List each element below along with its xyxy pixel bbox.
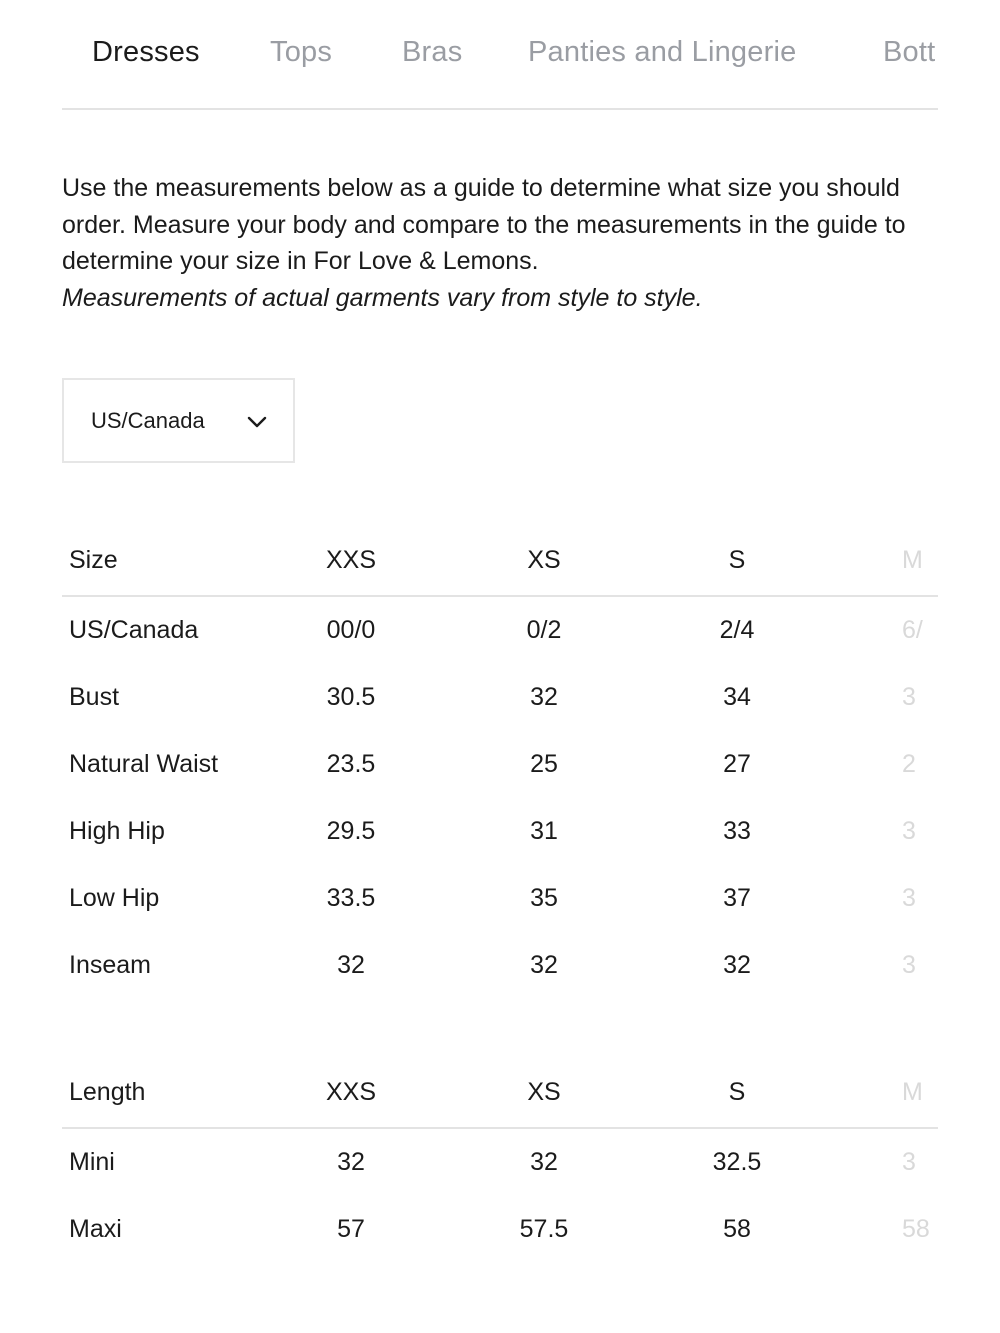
intro-text: Use the measurements below as a guide to determine what size you should order. Measure your body and compare to the measurements in the guide to determine your size in For Love & Lemons. [62, 174, 906, 275]
category-tabs [62, 0, 938, 110]
table-cell: 32 [530, 683, 558, 711]
table-cell: 58 [723, 1215, 751, 1243]
header-cell: XS [527, 1078, 561, 1106]
header-cell: M [902, 1078, 923, 1106]
table-cell: 27 [723, 750, 751, 778]
tab-panties-and-lingerie[interactable]: Panties and Lingerie [528, 36, 797, 68]
table-row [62, 865, 938, 932]
header-cell: S [728, 1078, 746, 1106]
table-header-row [62, 1059, 938, 1129]
table-cell: 2 [902, 750, 916, 778]
table-cell: 3 [902, 884, 916, 912]
table-cell: 32 [337, 951, 365, 979]
table-row [62, 597, 938, 664]
table-cell: 3 [902, 817, 916, 845]
header-cell: Length [69, 1078, 146, 1106]
table-cell: 3 [902, 951, 916, 979]
table-cell: 32 [337, 1148, 365, 1176]
table-cell: 32 [530, 951, 558, 979]
header-cell: S [728, 546, 746, 574]
row-label: Inseam [69, 951, 151, 979]
table-row [62, 798, 938, 865]
table-cell: 35 [530, 884, 558, 912]
table-row [62, 1196, 938, 1263]
table-cell: 2/4 [719, 616, 755, 644]
header-cell: XS [527, 546, 561, 574]
intro-note: Measurements of actual garments vary from style to style. [62, 283, 703, 312]
table-cell: 23.5 [326, 750, 376, 778]
region-select-value: US/Canada [91, 408, 205, 433]
row-label: US/Canada [69, 616, 199, 644]
table-row [62, 1129, 938, 1196]
header-cell: M [902, 546, 923, 574]
header-cell: XXS [325, 546, 377, 574]
header-cell: Size [69, 546, 118, 574]
row-label: High Hip [69, 817, 165, 845]
table-cell: 3 [902, 1148, 916, 1176]
tab-tops[interactable]: Tops [270, 36, 333, 68]
length-table [62, 1059, 938, 1263]
table-row [62, 664, 938, 731]
chevron-down-icon [246, 411, 268, 433]
row-label: Mini [69, 1148, 115, 1176]
table-cell: 6/ [902, 616, 923, 644]
row-label: Natural Waist [69, 750, 219, 778]
row-label: Bust [69, 683, 120, 711]
row-label: Maxi [69, 1215, 122, 1243]
table-cell: 57 [337, 1215, 365, 1243]
table-cell: 57.5 [519, 1215, 569, 1243]
table-cell: 25 [530, 750, 558, 778]
table-cell: 29.5 [326, 817, 376, 845]
row-label: Low Hip [69, 884, 160, 912]
size-table [62, 527, 938, 999]
region-select[interactable] [62, 378, 295, 463]
table-header-row [62, 527, 938, 597]
table-cell: 33.5 [326, 884, 376, 912]
table-cell: 37 [723, 884, 751, 912]
table-cell: 3 [902, 683, 916, 711]
table-cell: 58 [902, 1215, 930, 1243]
table-cell: 00/0 [326, 616, 376, 644]
tab-bottoms[interactable]: Bott [883, 36, 936, 68]
table-cell: 31 [530, 817, 558, 845]
table-cell: 34 [723, 683, 751, 711]
table-cell: 32 [723, 951, 751, 979]
tab-dresses[interactable]: Dresses [92, 36, 200, 68]
table-cell: 0/2 [526, 616, 562, 644]
table-cell: 33 [723, 817, 751, 845]
table-cell: 30.5 [326, 683, 376, 711]
tab-bras[interactable]: Bras [402, 36, 463, 68]
table-cell: 32.5 [712, 1148, 762, 1176]
size-guide-intro [62, 170, 942, 316]
table-row [62, 731, 938, 798]
header-cell: XXS [325, 1078, 377, 1106]
table-cell: 32 [530, 1148, 558, 1176]
table-row [62, 932, 938, 999]
